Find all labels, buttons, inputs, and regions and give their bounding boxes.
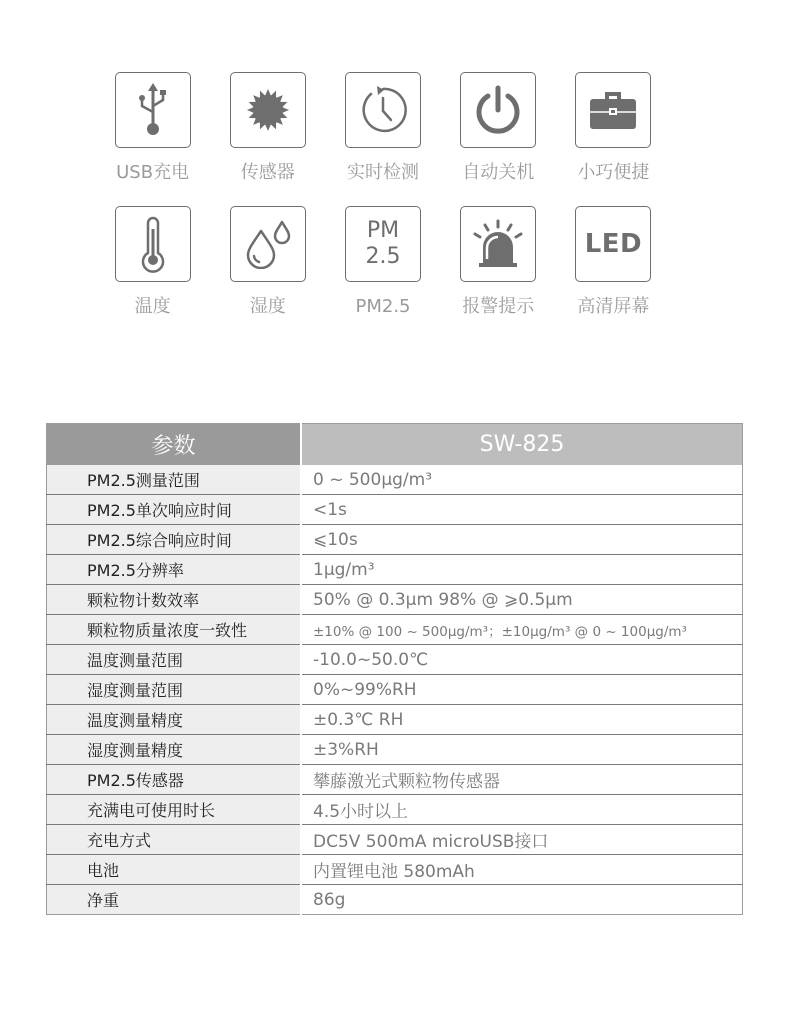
spec-table <box>46 423 743 915</box>
param-cell: 湿度测量精度 <box>47 735 302 765</box>
feature-label: 自动关机 <box>462 162 535 183</box>
value-cell: <1s <box>301 495 743 525</box>
feature-label: 温度 <box>134 296 171 317</box>
value-cell: 1μg/m³ <box>301 555 743 585</box>
feature-grid <box>95 72 695 318</box>
table-row <box>47 615 743 645</box>
briefcase-icon <box>575 72 651 148</box>
param-cell: PM2.5测量范围 <box>47 465 302 495</box>
thermometer-icon <box>115 206 191 282</box>
feature-row-1 <box>95 72 671 184</box>
droplets-icon <box>230 206 306 282</box>
value-cell: 0 ~ 500μg/m³ <box>301 465 743 495</box>
pm25-icon <box>345 206 421 282</box>
feature-humidity <box>210 206 325 318</box>
table-row <box>47 825 743 855</box>
pm25-icon-line2: 2.5 <box>365 244 401 269</box>
feature-usb-charging <box>95 72 210 184</box>
param-cell: 温度测量精度 <box>47 705 302 735</box>
feature-auto-shutdown <box>441 72 556 184</box>
param-cell: 净重 <box>47 885 302 915</box>
table-row <box>47 705 743 735</box>
feature-label: 湿度 <box>249 296 286 317</box>
feature-temperature <box>95 206 210 318</box>
feature-alarm <box>441 206 556 318</box>
feature-label: 小巧便捷 <box>577 162 650 183</box>
param-cell: PM2.5综合响应时间 <box>47 525 302 555</box>
table-row <box>47 885 743 915</box>
table-row <box>47 735 743 765</box>
feature-label: USB充电 <box>116 162 190 183</box>
power-icon <box>460 72 536 148</box>
param-cell: 颗粒物质量浓度一致性 <box>47 615 302 645</box>
value-cell: 4.5小时以上 <box>301 795 743 825</box>
header-model: SW-825 <box>301 424 743 466</box>
table-row <box>47 585 743 615</box>
led-icon <box>575 206 651 282</box>
clock-icon <box>345 72 421 148</box>
feature-label: PM2.5 <box>355 296 411 317</box>
feature-portable <box>556 72 671 184</box>
param-cell: PM2.5传感器 <box>47 765 302 795</box>
table-row <box>47 525 743 555</box>
header-param: 参数 <box>47 424 302 466</box>
feature-label: 报警提示 <box>462 296 535 317</box>
feature-label: 实时检测 <box>347 162 419 183</box>
value-cell: ±10% @ 100 ~ 500μg/m³；±10μg/m³ @ 0 ~ 100μg/m³ <box>301 615 743 645</box>
feature-label: 高清屏幕 <box>577 296 650 317</box>
table-row <box>47 675 743 705</box>
sensor-icon <box>230 72 306 148</box>
table-row <box>47 645 743 675</box>
value-cell: 50% @ 0.3μm 98% @ ⩾0.5μm <box>301 585 743 615</box>
table-row <box>47 795 743 825</box>
param-cell: 电池 <box>47 855 302 885</box>
value-cell: ±0.3℃ RH <box>301 705 743 735</box>
table-row <box>47 555 743 585</box>
param-cell: PM2.5分辨率 <box>47 555 302 585</box>
value-cell: 内置锂电池 580mAh <box>301 855 743 885</box>
param-cell: 湿度测量范围 <box>47 675 302 705</box>
feature-realtime <box>325 72 440 184</box>
param-cell: 颗粒物计数效率 <box>47 585 302 615</box>
feature-hd-screen <box>556 206 671 318</box>
value-cell: -10.0~50.0℃ <box>301 645 743 675</box>
value-cell: ±3%RH <box>301 735 743 765</box>
led-icon-text: LED <box>584 229 643 259</box>
alarm-light-icon <box>460 206 536 282</box>
value-cell: 0%~99%RH <box>301 675 743 705</box>
usb-icon <box>115 72 191 148</box>
value-cell: 攀藤激光式颗粒物传感器 <box>301 765 743 795</box>
table-row <box>47 855 743 885</box>
value-cell: ⩽10s <box>301 525 743 555</box>
pm25-icon-line1: PM <box>366 218 400 243</box>
table-row <box>47 465 743 495</box>
feature-label: 传感器 <box>240 162 295 183</box>
param-cell: 充电方式 <box>47 825 302 855</box>
feature-row-2 <box>95 206 671 318</box>
feature-sensor <box>210 72 325 184</box>
spec-table-header <box>47 424 743 466</box>
param-cell: 充满电可使用时长 <box>47 795 302 825</box>
value-cell: DC5V 500mA microUSB接口 <box>301 825 743 855</box>
param-cell: PM2.5单次响应时间 <box>47 495 302 525</box>
feature-pm25 <box>325 206 440 318</box>
table-row <box>47 495 743 525</box>
table-row <box>47 765 743 795</box>
value-cell: 86g <box>301 885 743 915</box>
param-cell: 温度测量范围 <box>47 645 302 675</box>
